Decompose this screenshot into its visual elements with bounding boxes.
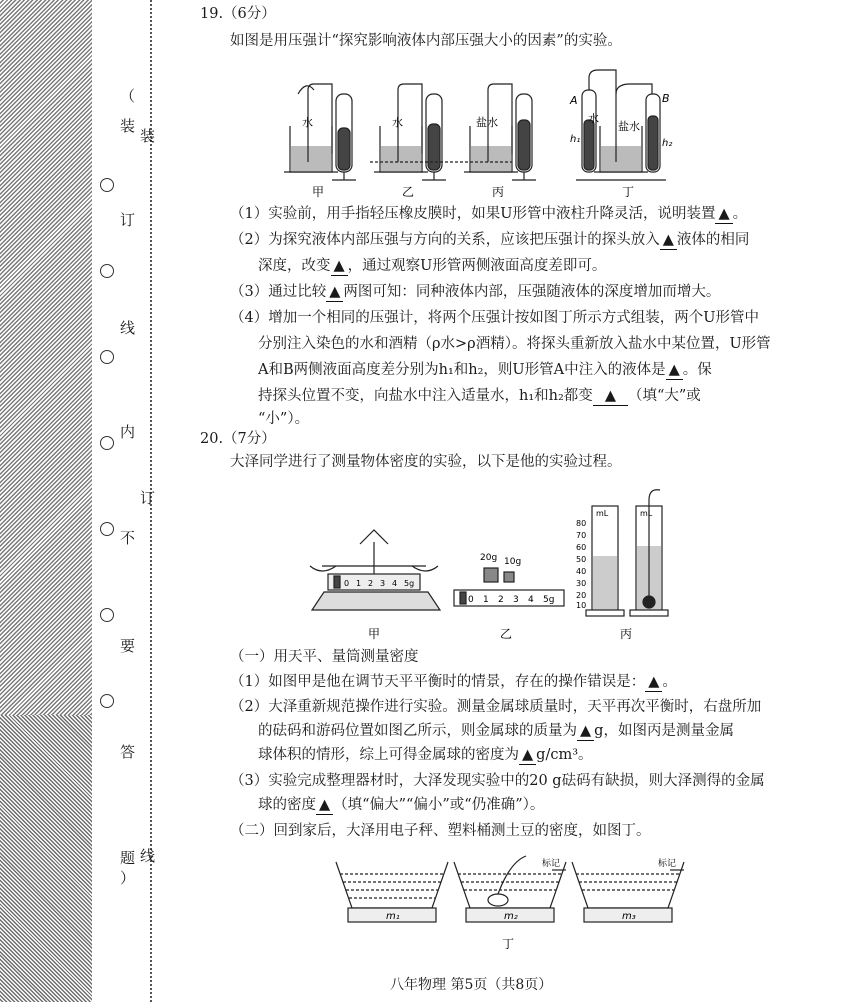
q19-part1: （1）实验前，用手指轻压橡皮膜时，如果U形管中液柱升降灵活，说明装置 xyxy=(230,206,716,222)
seal-char: 线 xyxy=(120,319,136,337)
q20-p2b: 的砝码和游码位置如图乙所示，则金属球的质量为 xyxy=(258,723,577,739)
q20-apparatus-figure xyxy=(300,480,680,640)
fig20-label: 丁 xyxy=(502,937,515,951)
seal-char: 订 xyxy=(120,211,136,229)
q20-p1: （1）如图甲是他在调节天平平衡时的情景，存在的操作错误是： xyxy=(230,674,646,690)
answer-blank[interactable]: ▲ xyxy=(715,205,732,224)
q19-part2c: ，通过观察U形管两侧液面高度差即可。 xyxy=(347,258,607,274)
seal-char: 题 xyxy=(120,849,136,867)
fig19-liquid-label: 盐水 xyxy=(476,116,498,129)
seal-char: 装 xyxy=(120,117,136,135)
balance-tick: 1 xyxy=(356,579,362,588)
binding-hole xyxy=(100,608,114,622)
fig19-label: 丁 xyxy=(622,185,635,199)
cylinder-unit: mL xyxy=(596,509,609,518)
binding-char: 线 xyxy=(140,847,156,865)
ruler-tick: 1 xyxy=(483,595,489,605)
q19-part2-tail: 液体的相同 xyxy=(676,232,750,248)
seal-char: 答 xyxy=(120,743,136,761)
binding-hole xyxy=(100,350,114,364)
binding-hole xyxy=(100,264,114,278)
cylinder-tick: 10 xyxy=(576,601,587,610)
binding-strip-lower xyxy=(0,715,92,1002)
q19-part4c: A和B两侧液面高度差分别为h₁和h₂，则U形管A中注入的液体是 xyxy=(258,362,666,378)
seal-char: 不 xyxy=(120,529,136,547)
q20-p2d: 球体积的情形，综上可得金属球的密度为 xyxy=(258,747,519,763)
answer-blank[interactable]: ▲ xyxy=(326,283,343,302)
binding-hole xyxy=(100,436,114,450)
q19-part4a: （4）增加一个相同的压强计，将两个压强计按如图丁所示方式组装，两个U形管中 xyxy=(230,310,759,326)
cylinder-tick: 30 xyxy=(576,579,587,588)
fig20-label: 丙 xyxy=(620,627,633,640)
seal-char: ） xyxy=(120,869,136,887)
q20-p2a: （2）大泽重新规范操作进行实验。测量金属球质量时，天平再次平衡时，右盘所加 xyxy=(230,699,762,715)
ruler-tick: 4 xyxy=(528,595,534,605)
binding-strip xyxy=(0,0,92,1002)
answer-blank[interactable]: ▲ xyxy=(331,257,348,276)
cylinder-tick: 50 xyxy=(576,555,587,564)
answer-blank[interactable]: ▲ xyxy=(660,231,677,250)
fig19-label: 丙 xyxy=(492,185,505,199)
cylinder-tick: 20 xyxy=(576,591,587,600)
ruler-tick: 5g xyxy=(543,595,555,605)
fig19-tube-label: A xyxy=(570,94,578,107)
q20-p3c: （填“偏大”“偏小”或“仍准确”）。 xyxy=(333,797,545,813)
binding-char: 装 xyxy=(140,127,156,145)
ruler-tick: 0 xyxy=(468,595,474,605)
answer-blank[interactable]: ▲ xyxy=(593,387,628,406)
ruler-tick: 2 xyxy=(498,595,504,605)
bucket-mass-label: m₃ xyxy=(622,911,636,922)
binding-hole xyxy=(100,694,114,708)
weight-label: 10g xyxy=(504,557,522,567)
page-footer: 八年物理 第5页（共8页） xyxy=(390,977,553,993)
fig19-liquid-label: 盐水 xyxy=(618,120,640,133)
answer-blank[interactable]: ▲ xyxy=(519,746,536,765)
q19-part4d: 。保 xyxy=(682,362,712,378)
q19-part2: （2）为探究液体内部压强与方向的关系，应该把压强计的探头放入 xyxy=(230,232,660,248)
q19-pressure-gauge-figure xyxy=(270,54,690,200)
balance-tick: 0 xyxy=(344,579,350,588)
q19-part4g: “小”）。 xyxy=(258,411,310,427)
q19-part3-tail: 两图可知：同种液体内部，压强随液体的深度增加而增大。 xyxy=(343,284,721,300)
fig19-tube-label: B xyxy=(662,92,670,105)
cylinder-tick: 60 xyxy=(576,543,587,552)
fig19-label: 甲 xyxy=(312,185,325,199)
q19-part4b: 分别注入染色的水和酒精（ρ水>ρ酒精）。将探头重新放入盐水中某位置，U形管 xyxy=(258,336,771,352)
q20-p2c: g，如图丙是测量金属 xyxy=(594,723,734,739)
binding-hole xyxy=(100,522,114,536)
balance-tick: 2 xyxy=(368,579,374,588)
q19-intro: 如图是用压强计“探究影响液体内部压强大小的因素”的实验。 xyxy=(230,33,622,49)
cylinder-tick: 70 xyxy=(576,531,587,540)
q19-part4f: （填“大”或 xyxy=(627,388,701,404)
fig19-liquid-label: 水 xyxy=(392,116,403,129)
cylinder-tick: 80 xyxy=(576,519,587,528)
answer-blank[interactable]: ▲ xyxy=(645,673,662,692)
q19-number: 19.（6分） xyxy=(200,6,276,22)
fig19-liquid-label: 水 xyxy=(302,116,313,129)
fig19-h-label: h₂ xyxy=(662,138,673,149)
q19-part2b: 深度，改变 xyxy=(258,258,331,274)
binding-char: 订 xyxy=(140,489,156,507)
balance-tick: 3 xyxy=(380,579,386,588)
fig20-label: 乙 xyxy=(500,627,513,640)
fig19-liquid-label: 水 xyxy=(588,112,599,125)
seal-char: （ xyxy=(120,87,136,105)
q20-p3b: 球的密度 xyxy=(258,797,316,813)
bucket-mass-label: m₁ xyxy=(386,911,400,922)
q20-p2e: g/cm³。 xyxy=(536,747,593,763)
seal-char: 内 xyxy=(120,423,136,441)
q19-part3: （3）通过比较 xyxy=(230,284,327,300)
ruler-tick: 3 xyxy=(513,595,519,605)
fig19-h-label: h₁ xyxy=(570,134,581,145)
q20-p3a: （3）实验完成整理器材时，大泽发现实验中的20 g砝码有缺损，则大泽测得的金属 xyxy=(230,773,765,789)
q20-intro: 大泽同学进行了测量物体密度的实验，以下是他的实验过程。 xyxy=(230,454,622,470)
fig20-label: 甲 xyxy=(368,627,381,640)
q19-part4e: 持探头位置不变，向盐水中注入适量水，h₁和h₂都变 xyxy=(258,388,593,404)
bucket-mass-label: m₂ xyxy=(504,911,518,922)
balance-tick: 5g xyxy=(404,579,415,588)
answer-blank[interactable]: ▲ xyxy=(316,796,333,815)
fig19-label: 乙 xyxy=(402,185,415,199)
seal-char: 要 xyxy=(120,637,136,655)
mark-label: 标记 xyxy=(658,859,677,869)
binding-hole xyxy=(100,178,114,192)
weight-label: 20g xyxy=(480,553,498,563)
cylinder-tick: 40 xyxy=(576,567,587,576)
answer-blank[interactable]: ▲ xyxy=(577,722,594,741)
q20-section2: （二）回到家后，大泽用电子秤、塑料桶测土豆的密度，如图丁。 xyxy=(230,823,651,839)
q20-bucket-figure xyxy=(330,852,700,956)
mark-label: 标记 xyxy=(542,859,561,869)
answer-blank[interactable]: ▲ xyxy=(666,361,683,380)
balance-tick: 4 xyxy=(392,579,398,588)
cylinder-unit: mL xyxy=(640,509,653,518)
q20-number: 20.（7分） xyxy=(200,431,276,447)
q20-section1: （一）用天平、量筒测量密度 xyxy=(230,649,419,665)
